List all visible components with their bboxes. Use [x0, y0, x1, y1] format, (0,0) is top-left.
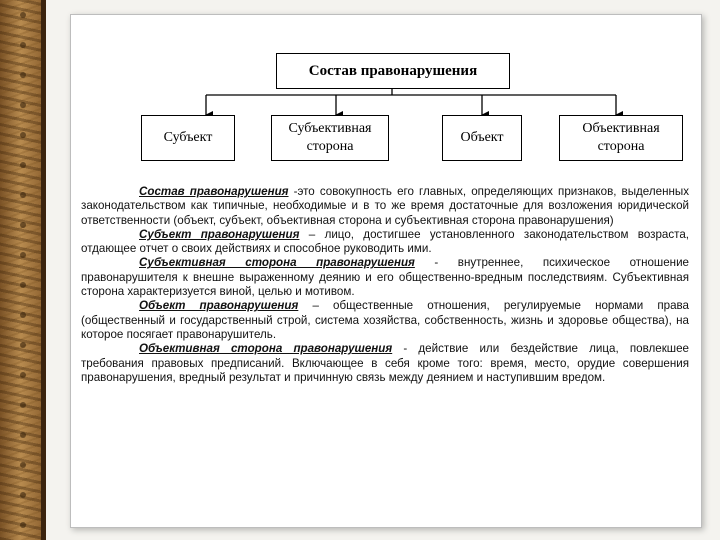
diagram-title-box [276, 53, 510, 89]
node-subjective-side-label: Субъективная сторона [288, 121, 372, 154]
definition-paragraph [81, 228, 689, 257]
definition-body: -это совокупность его главных, определяющих признаков, выделенных законодательством как типичные, необходимые и в то же время достаточные для возложения юридической ответственности (объект, субъект, объективная сторона и субъективная сторона правонарушения) [81, 185, 690, 227]
definition-paragraph [81, 299, 689, 342]
definitions-text [81, 185, 689, 385]
node-objective-side-label: Объективная сторона [582, 121, 660, 154]
definition-term: Состав правонарушения [139, 185, 289, 198]
node-objective-side [559, 115, 683, 161]
diagram-title: Состав правонарушения [308, 62, 478, 79]
node-subject-label: Субъект [163, 130, 213, 145]
node-subject [141, 115, 235, 161]
node-object-label: Объект [460, 130, 504, 145]
definition-term: Субъективная сторона правонарушения [139, 256, 415, 270]
border-pattern [10, 0, 36, 540]
definition-body: – лицо, достигшее установленного законодательством возраста, отдающее отчет о своих действиях и способное руководить ими. [81, 227, 689, 256]
definition-body: - внутреннее, психическое отношение правонарушителя к внешне выраженному деянию и его общественно-вредным последствиям. Субъективная сторона характеризуется виной, целью и мотивом. [81, 256, 689, 299]
definition-term: Субъект правонарушения [139, 227, 300, 241]
node-subjective-side [271, 115, 389, 161]
definition-body: - действие или бездействие лица, повлекшее требования правовых предписаний. Включающее в себя кроме того: время, место, орудие совершения правонарушения, вредный результат и причинную связь между деянием и наступившим вредом. [81, 342, 689, 384]
node-object [442, 115, 522, 161]
definition-body: – общественные отношения, регулируемые нормами права (общественный и государственный строй, система хозяйства, собственность, жизнь и здоровье общества), на которое посягает правонарушитель. [81, 299, 690, 341]
definition-paragraph [81, 185, 689, 228]
slide [70, 14, 702, 528]
definition-paragraph [81, 256, 689, 299]
decorative-border [0, 0, 46, 540]
definition-paragraph [81, 342, 689, 385]
definition-term: Объект правонарушения [139, 299, 299, 313]
definition-term: Объективная сторона правонарушения [139, 342, 393, 356]
